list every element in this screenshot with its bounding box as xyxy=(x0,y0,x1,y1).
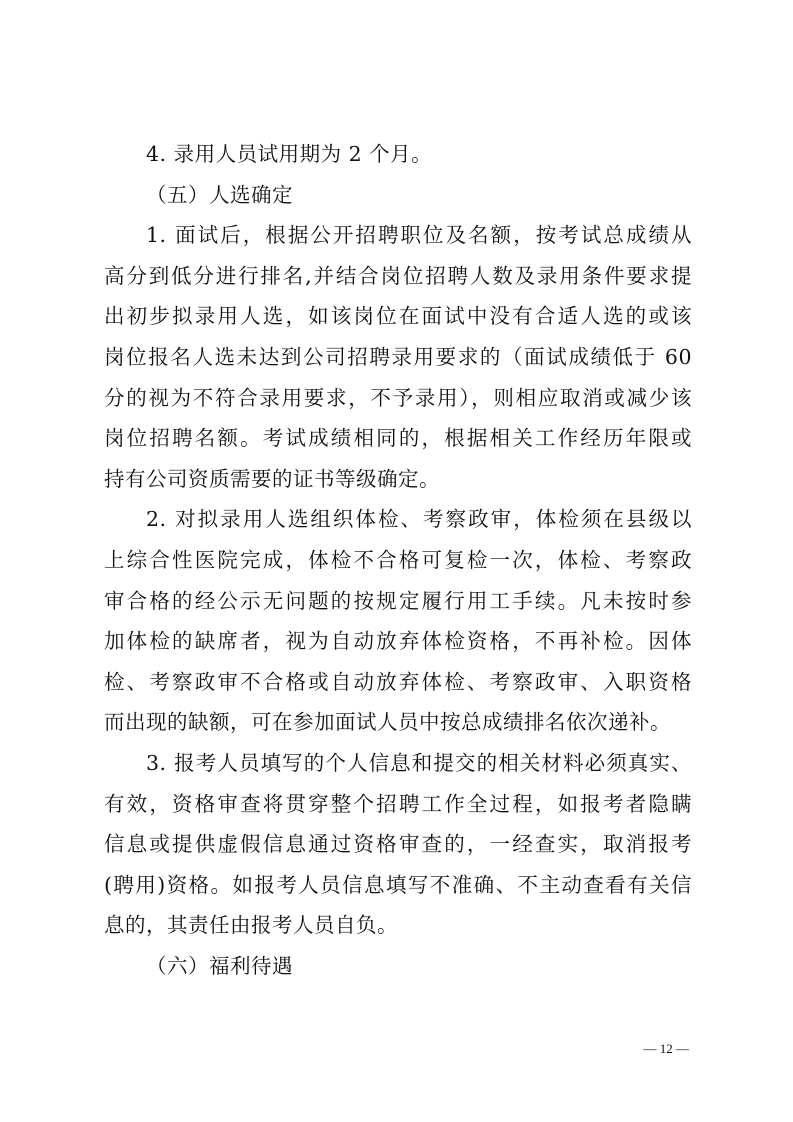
text-line: (聘用)资格。如报考人员信息填写不准确、不主动查看有关信 xyxy=(104,872,692,897)
text-line: 高分到低分进行排名,并结合岗位招聘人数及录用条件要求提 xyxy=(104,263,692,288)
paragraph-truthful-information xyxy=(104,743,692,946)
text-line: 信息或提供虚假信息通过资格审查的，一经查实，取消报考 xyxy=(104,832,692,857)
paragraph-probation-period xyxy=(104,134,692,175)
text-line: 息的，其责任由报考人员自负。 xyxy=(104,913,398,938)
section-heading-personnel-determination xyxy=(104,175,692,216)
paragraph-medical-exam xyxy=(104,499,692,743)
section-heading: （六）福利待遇 xyxy=(146,953,293,978)
text-line: 出初步拟录用人选，如该岗位在面试中没有合适人选的或该 xyxy=(104,304,692,329)
paragraph-interview-ranking xyxy=(104,215,692,499)
text-line: 1. 面试后，根据公开招聘职位及名额，按考试总成绩从 xyxy=(146,223,692,248)
text-line: 3. 报考人员填写的个人信息和提交的相关材料必须真实、 xyxy=(146,750,692,775)
text-line: 上综合性医院完成，体检不合格可复检一次，体检、考察政 xyxy=(104,547,692,572)
section-heading-welfare xyxy=(104,946,692,987)
text-line: 分的视为不符合录用要求，不予录用），则相应取消或减少该 xyxy=(104,385,692,410)
text-line: 4. 录用人员试用期为 2 个月。 xyxy=(146,142,433,166)
text-line: 岗位报名人选未达到公司招聘录用要求的（面试成绩低于 60 xyxy=(104,344,692,369)
page-number: — 12 — xyxy=(643,1041,689,1056)
text-line: 而出现的缺额，可在参加面试人员中按总成绩排名依次递补。 xyxy=(104,710,671,735)
text-line: 审合格的经公示无问题的按规定履行用工手续。凡未按时参 xyxy=(104,588,692,613)
text-line: 持有公司资质需要的证书等级确定。 xyxy=(104,466,440,491)
text-line: 2. 对拟录用人选组织体检、考察政审，体检须在县级以 xyxy=(146,507,692,532)
text-line: 检、考察政审不合格或自动放弃体检、考察政审、入职资格 xyxy=(104,669,692,694)
text-line: 岗位招聘名额。考试成绩相同的，根据相关工作经历年限或 xyxy=(104,426,692,451)
text-line: 加体检的缺席者，视为自动放弃体检资格，不再补检。因体 xyxy=(104,629,692,654)
document-body xyxy=(104,134,692,986)
section-heading: （五）人选确定 xyxy=(146,182,293,207)
text-line: 有效，资格审查将贯穿整个招聘工作全过程，如报考者隐瞒 xyxy=(104,791,692,816)
